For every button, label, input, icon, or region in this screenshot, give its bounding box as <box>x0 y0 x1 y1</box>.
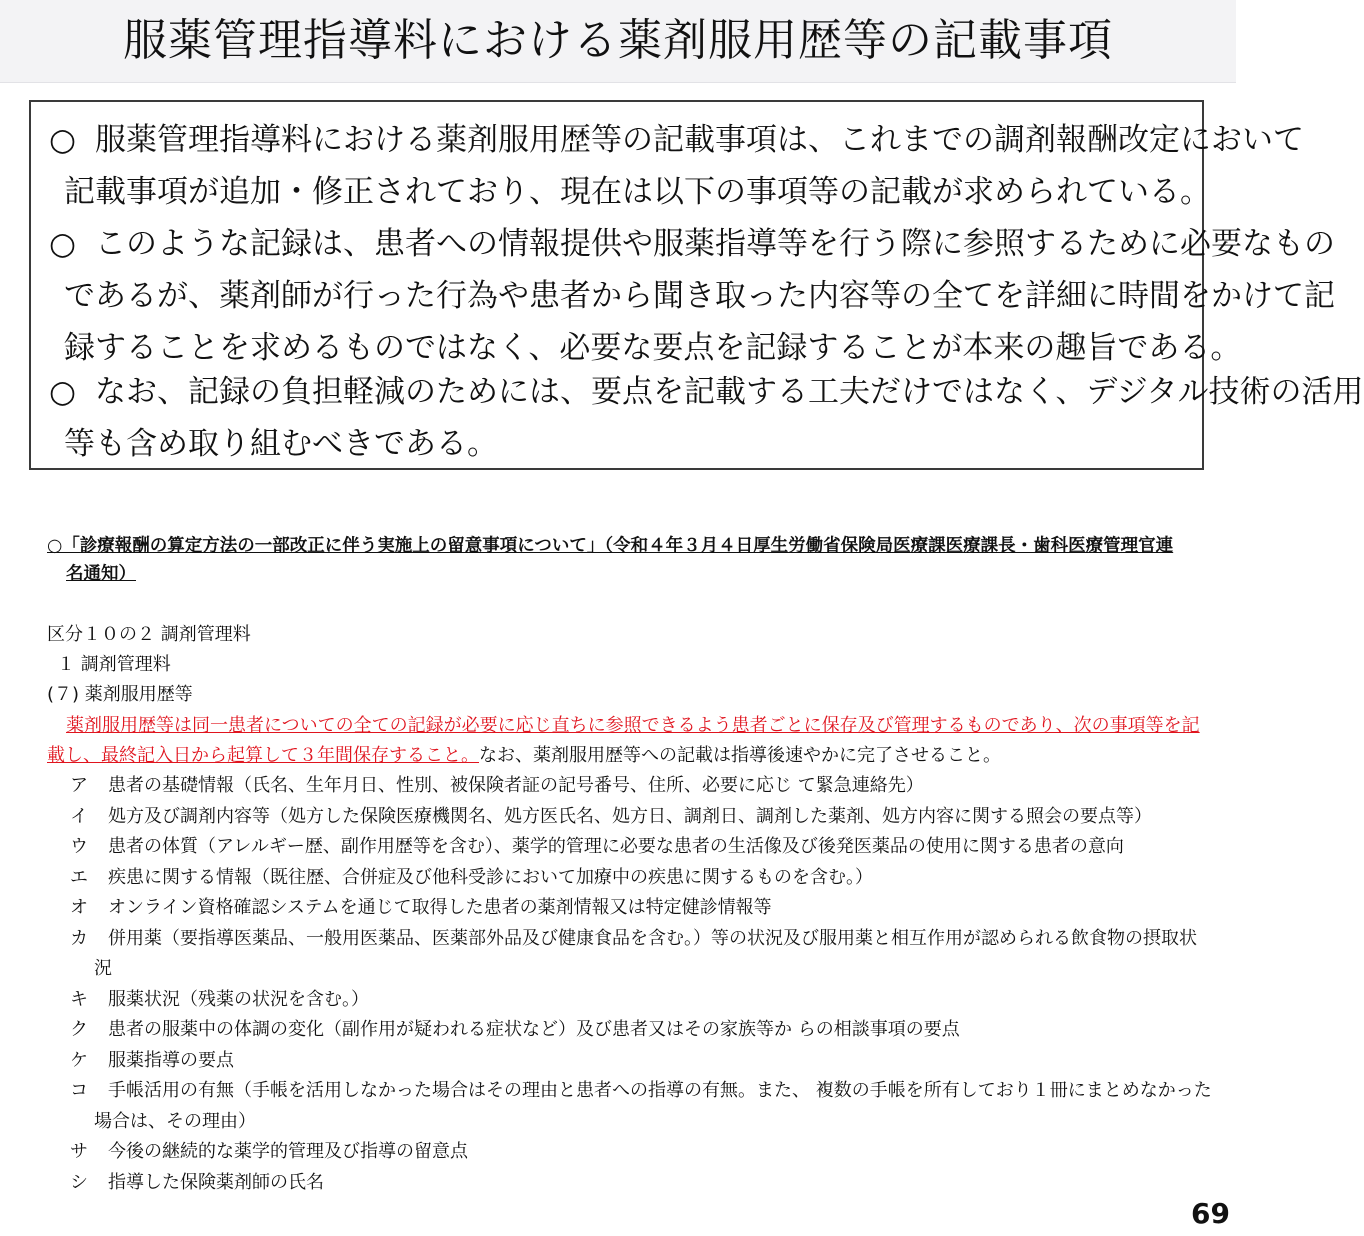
section-heading: 区分１０の２ 調剤管理料 <box>47 624 251 645</box>
summary-text: このような記録は、患者への情報提供や服薬指導等を行う際に参照するために必要なもの <box>95 226 1335 262</box>
list-item <box>70 1046 234 1076</box>
summary-text: 服薬管理指導料における薬剤服用歴等の記載事項は、これまでの調剤報酬改定において <box>95 122 1304 158</box>
list-item <box>70 1076 1212 1106</box>
list-item-text: 併用薬（要指導医薬品、一般用医薬品、医薬部外品及び健康食品を含む。）等の状況及び服用薬と相互作用が認められる飲食物の摂取状 <box>108 927 1197 949</box>
list-item-marker: シ <box>70 1171 88 1193</box>
list-item-text: 指導した保険薬剤師の氏名 <box>108 1171 324 1193</box>
summary-box <box>29 100 1364 470</box>
list-item-text: 服薬状況（残薬の状況を含む。） <box>108 988 369 1010</box>
list-item-cont: 場合は、その理由） <box>94 1110 256 1132</box>
list-item-marker: コ <box>70 1080 88 1101</box>
list-item <box>70 924 1197 954</box>
summary-bullet-1 <box>49 114 1304 166</box>
list-item-marker: エ <box>70 866 88 888</box>
summary-text: であるが、薬剤師が行った行為や患者から聞き取った内容等の全てを詳細に時間をかけて記 <box>64 278 1335 314</box>
bullet-mark: ○ <box>49 374 77 410</box>
list-item-marker: イ <box>70 805 88 827</box>
summary-text: なお、記録の負担軽減のためには、要点を記載する工夫だけではなく、デジタル技術の活用 <box>95 374 1364 410</box>
page-number: 69 <box>1191 1197 1230 1230</box>
list-item <box>70 863 873 893</box>
emphasis-text: 載し、最終記入日から起算して３年間保存すること。 <box>47 745 479 766</box>
item-heading: (７) 薬剤服用歴等 <box>47 684 193 705</box>
list-item-marker: サ <box>70 1141 88 1162</box>
page-title: 服薬管理指導料における薬剤服用歴等の記載事項 <box>123 15 1113 66</box>
list-item-cont: 況 <box>94 958 112 979</box>
list-item <box>70 832 1124 862</box>
list-item-text: 疾患に関する情報（既往歴、合併症及び他科受診において加療中の疾患に関するものを含む。） <box>108 866 873 888</box>
notice-heading: ○「診療報酬の算定方法の一部改正に伴う実施上の留意事項について」（令和４年３月４日厚生労働省保険局医療課医療課長・歯科医療管理官連 <box>47 536 1174 556</box>
title-bar <box>0 0 1236 83</box>
list-item-marker: キ <box>70 988 88 1010</box>
summary-text: 記載事項が追加・修正されており、現在は以下の事項等の記載が求められている。 <box>64 174 1211 210</box>
summary-bullet-2 <box>49 218 1335 270</box>
list-item-text: 手帳活用の有無（手帳を活用しなかった場合はその理由と患者への指導の有無。また、 複数の手帳を所有しており１冊にまとめなかった <box>108 1080 1212 1101</box>
list-item <box>70 1015 960 1045</box>
list-item-text: 処方及び調剤内容等（処方した保険医療機関名、処方医氏名、処方日、調剤日、調剤した薬剤、処方内容に関する照会の要点等） <box>108 805 1152 827</box>
emphasis-text: 薬剤服用歴等は同一患者についての全ての記録が必要に応じ直ちに参照できるよう患者ごとに保存及び管理するものであり、次の事項等を記 <box>66 715 1200 736</box>
emphasis-line-2 <box>47 741 1001 771</box>
list-item <box>70 893 772 923</box>
list-item-text: 患者の服薬中の体調の変化（副作用が疑われる症状など）及び患者又はその家族等か らの相談事項の要点 <box>108 1019 960 1040</box>
subsection-heading: １ 調剤管理料 <box>57 654 171 675</box>
summary-text: 等も含め取り組むべきである。 <box>64 426 498 462</box>
list-item <box>70 1137 468 1167</box>
bullet-mark: ○ <box>49 122 77 158</box>
list-item-marker: ウ <box>70 836 88 857</box>
list-item <box>70 771 924 801</box>
bullet-mark: ○ <box>49 226 77 262</box>
list-item <box>70 1168 324 1198</box>
list-item-marker: ク <box>70 1019 88 1040</box>
list-item-marker: オ <box>70 897 88 918</box>
list-item-marker: ケ <box>70 1049 88 1071</box>
list-item-text: 服薬指導の要点 <box>108 1049 234 1071</box>
list-item-marker: ア <box>70 775 88 796</box>
summary-bullet-3 <box>49 366 1364 418</box>
list-item <box>70 985 369 1015</box>
list-item <box>70 802 1152 832</box>
body-text: なお、薬剤服用歴等への記載は指導後速やかに完了させること。 <box>479 745 1001 766</box>
list-item-text: 今後の継続的な薬学的管理及び指導の留意点 <box>108 1141 468 1162</box>
list-item-text: 患者の基礎情報（氏名、生年月日、性別、被保険者証の記号番号、住所、必要に応じ て緊急連絡先） <box>108 775 924 796</box>
list-item-marker: カ <box>70 927 88 949</box>
summary-text: 録することを求めるものではなく、必要な要点を記録することが本来の趣旨である。 <box>64 330 1242 366</box>
list-item-text: 患者の体質（アレルギー歴、副作用歴等を含む）、薬学的管理に必要な患者の生活像及び後発医薬品の使用に関する患者の意向 <box>108 836 1124 857</box>
list-item-text: オンライン資格確認システムを通じて取得した患者の薬剤情報又は特定健診情報等 <box>108 897 772 918</box>
notice-heading-cont: 名通知） <box>66 564 136 584</box>
